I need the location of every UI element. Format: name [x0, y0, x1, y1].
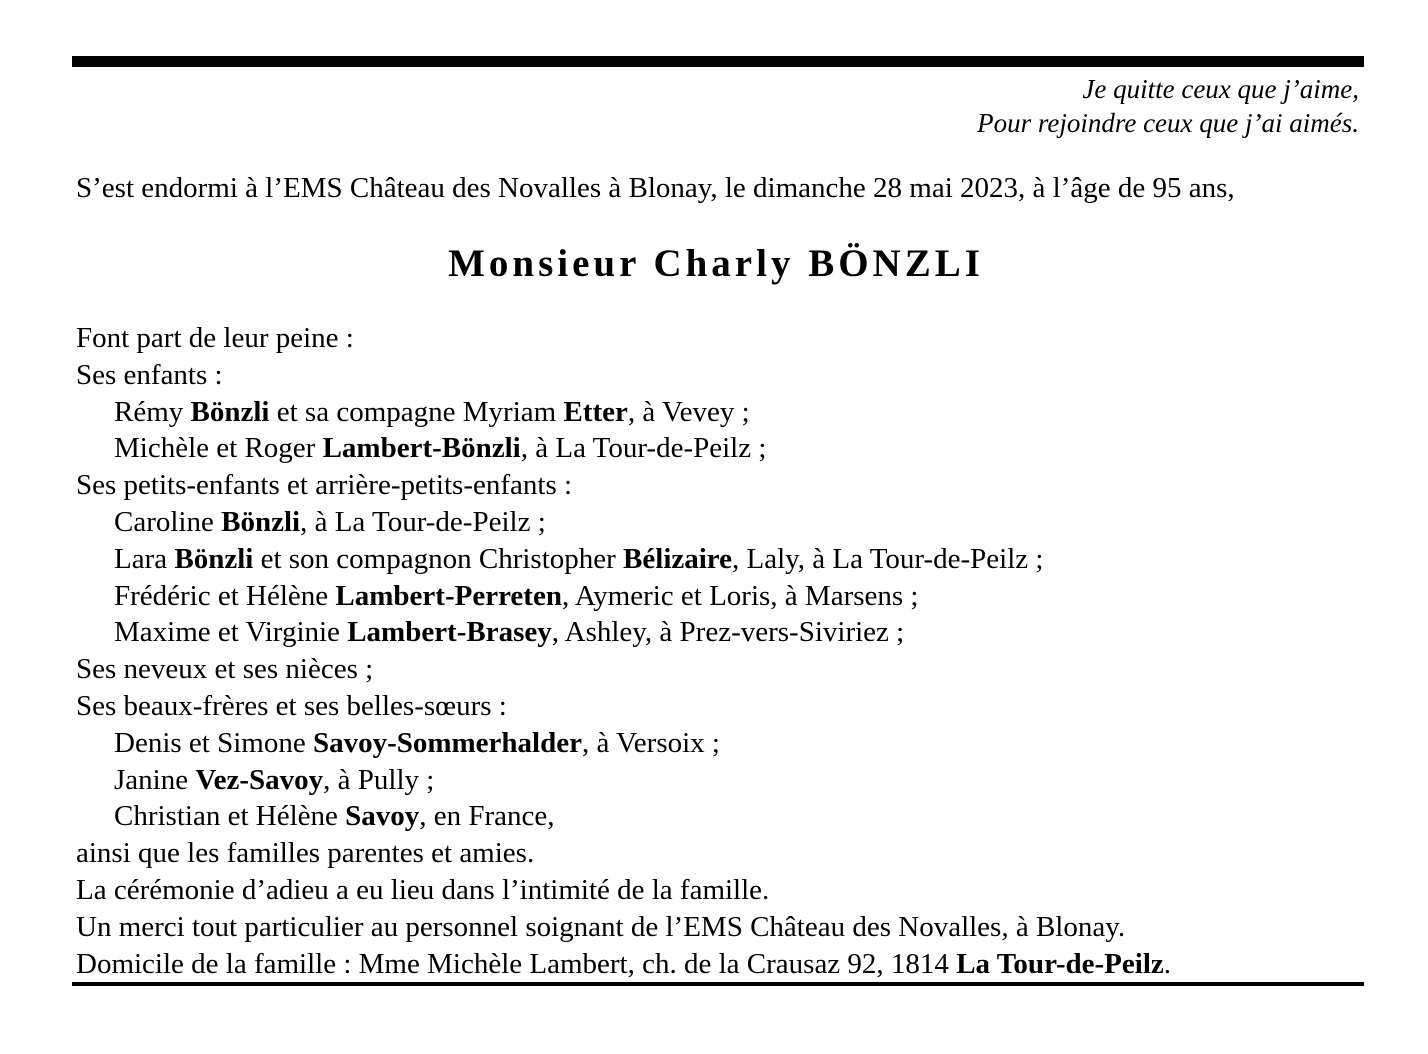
body-text-fragment: , à La Tour-de-Peilz ;	[300, 505, 546, 538]
family-name: Savoy	[345, 800, 420, 833]
body-text-fragment: , à Vevey ;	[627, 395, 750, 428]
body-text-fragment: Ses neveux et ses nièces ;	[76, 653, 374, 686]
body-line	[76, 394, 1171, 431]
body-text-fragment: .	[1163, 947, 1171, 980]
family-name: Bönzli	[174, 542, 254, 575]
body-text-fragment: , Laly, à La Tour-de-Peilz ;	[732, 542, 1044, 575]
body-text-fragment: Domicile de la famille : Mme Michèle Lambert, ch. de la Crausaz 92, 1814	[76, 947, 957, 980]
body-text-fragment: , Aymeric et Loris, à Marsens ;	[561, 579, 919, 612]
body-line	[76, 578, 1171, 615]
body-text-fragment: Caroline	[114, 505, 222, 538]
body-line	[76, 762, 1171, 799]
body-line	[76, 541, 1171, 578]
body-text-fragment: Ses petits-enfants et arrière-petits-enfants :	[76, 469, 573, 502]
body-text-fragment: Maxime et Virginie	[114, 616, 348, 649]
body-text-fragment: Michèle et Roger	[114, 432, 323, 465]
top-rule	[72, 56, 1364, 67]
epigraph-line-2: Pour rejoindre ceux que j’ai aimés.	[977, 108, 1359, 138]
body-line	[76, 872, 1171, 909]
body-line	[76, 320, 1171, 357]
body-text-fragment: Frédéric et Hélène	[114, 579, 336, 612]
body-text-fragment: ainsi que les familles parentes et amies.	[76, 837, 535, 870]
family-name: Bönzli	[221, 505, 301, 538]
body-text-fragment: Un merci tout particulier au personnel soignant de l’EMS Château des Novalles, à Blonay.	[76, 910, 1126, 943]
body-line	[76, 357, 1171, 394]
body-text-fragment: , à Versoix ;	[581, 726, 720, 759]
body-text-fragment: Lara	[114, 542, 175, 575]
body-text-fragment: Ses enfants :	[76, 358, 223, 391]
bottom-rule	[72, 982, 1364, 986]
body-text-fragment: Denis et Simone	[114, 726, 313, 759]
announcement-body	[76, 320, 1171, 982]
body-text-fragment: , en France,	[419, 800, 555, 833]
body-text-fragment: et sa compagne Myriam	[269, 395, 564, 428]
family-name: Etter	[563, 395, 628, 428]
body-line	[76, 651, 1171, 688]
body-line	[76, 725, 1171, 762]
body-line	[76, 430, 1171, 467]
body-text-fragment: Rémy	[114, 395, 191, 428]
body-line	[76, 946, 1171, 983]
body-text-fragment: Christian et Hélène	[114, 800, 346, 833]
family-name: Lambert-Brasey	[347, 616, 552, 649]
body-text-fragment: , à La Tour-de-Peilz ;	[520, 432, 767, 465]
family-name: Bönzli	[190, 395, 270, 428]
family-name: Lambert-Bönzli	[322, 432, 521, 465]
family-name: Vez-Savoy	[195, 763, 324, 796]
body-line	[76, 467, 1171, 504]
body-text-fragment: et son compagnon Christopher	[253, 542, 624, 575]
body-line	[76, 798, 1171, 835]
family-name: La Tour-de-Peilz	[956, 947, 1164, 980]
epigraph	[977, 72, 1359, 140]
body-text-fragment: Janine	[114, 763, 196, 796]
body-text-fragment: , à Pully ;	[323, 763, 435, 796]
body-text-fragment: Ses beaux-frères et ses belles-sœurs :	[76, 689, 507, 722]
epigraph-line-1: Je quitte ceux que j’aime,	[1082, 74, 1359, 104]
announcement-intro: S’est endormi à l’EMS Château des Novalles à Blonay, le dimanche 28 mai 2023, à l’âge de 95 ans,	[76, 172, 1235, 204]
body-line	[76, 688, 1171, 725]
family-name: Bélizaire	[623, 542, 733, 575]
body-line	[76, 614, 1171, 651]
family-name: Lambert-Perreten	[335, 579, 562, 612]
body-line	[76, 835, 1171, 872]
family-name: Savoy-Sommerhalder	[312, 726, 582, 759]
body-text-fragment: , Ashley, à Prez-vers-Siviriez ;	[551, 616, 905, 649]
body-text-fragment: Font part de leur peine :	[76, 322, 354, 354]
body-line	[76, 909, 1171, 946]
body-text-fragment: La cérémonie d’adieu a eu lieu dans l’intimité de la famille.	[76, 873, 770, 906]
deceased-name: Monsieur Charly BÖNZLI	[448, 242, 984, 285]
body-line	[76, 504, 1171, 541]
